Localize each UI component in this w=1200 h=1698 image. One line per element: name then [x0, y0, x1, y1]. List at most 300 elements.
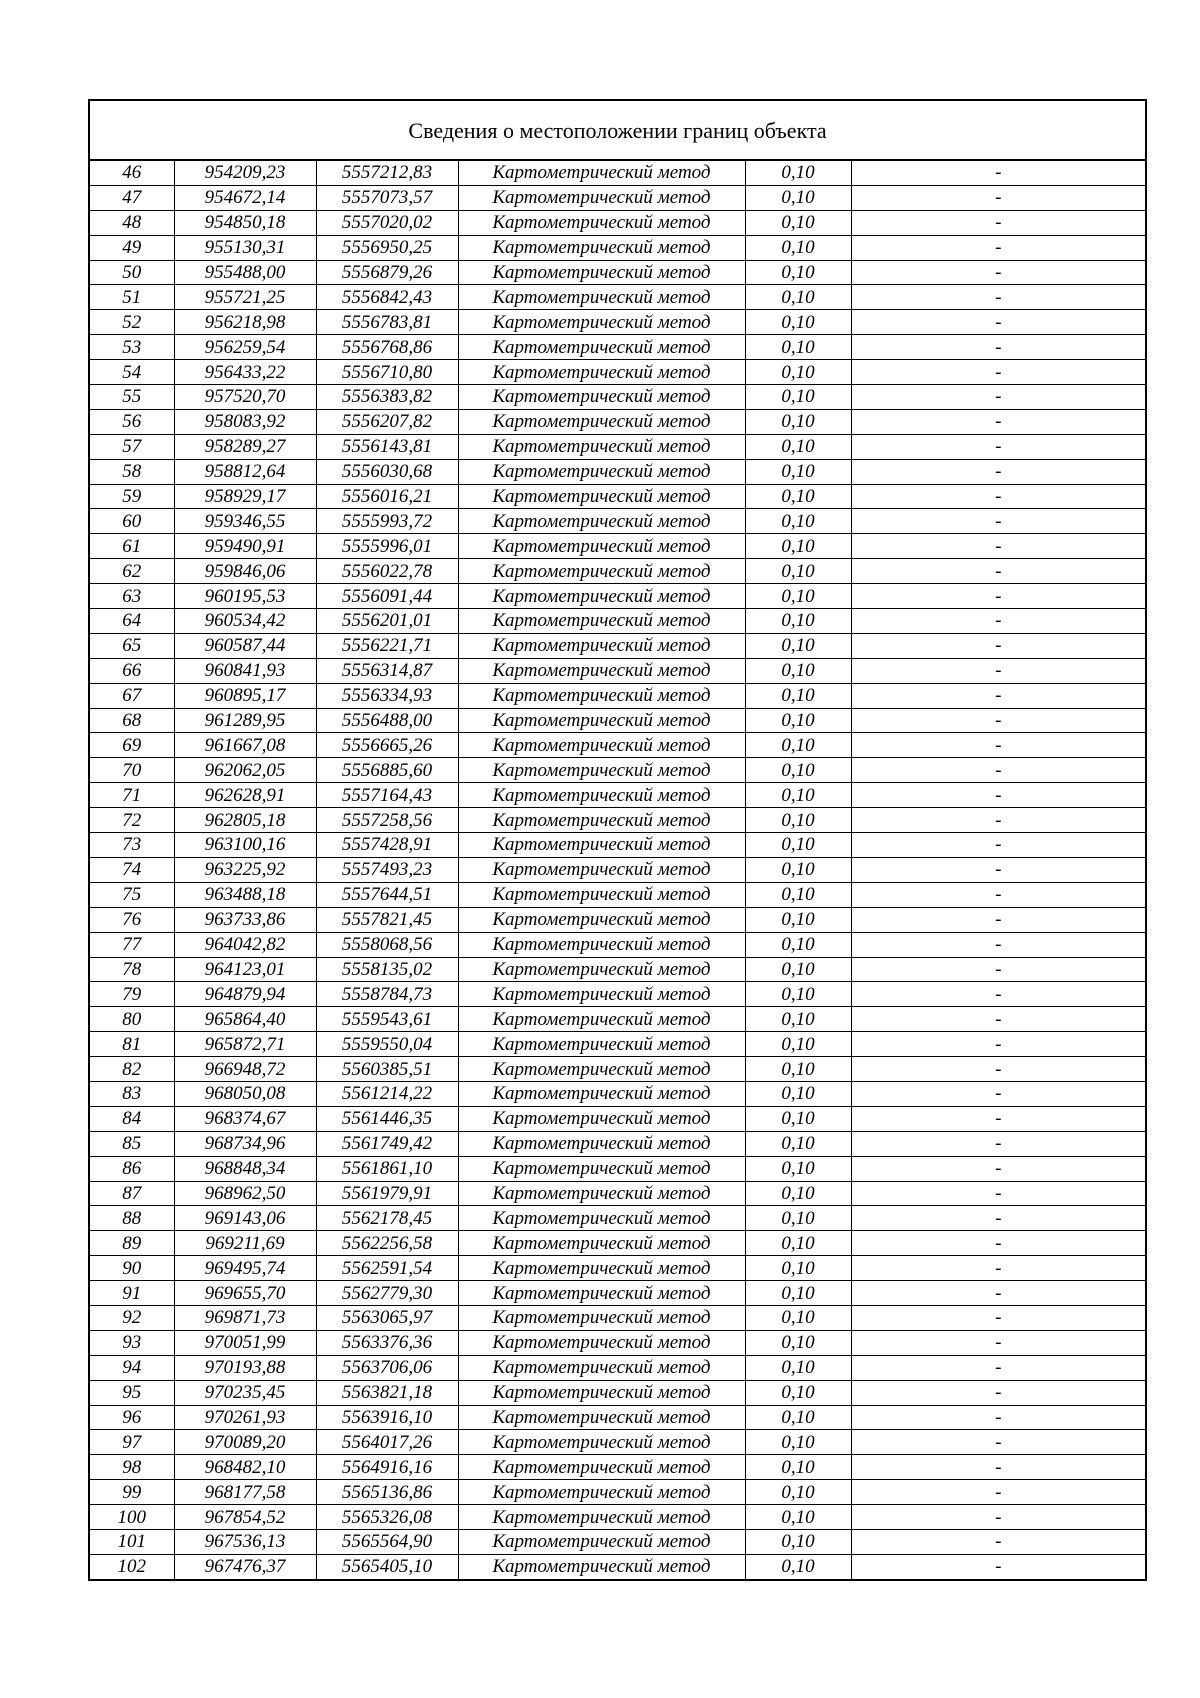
- description-cell: -: [851, 708, 1146, 733]
- precision-cell: 0,10: [745, 1281, 851, 1306]
- method-cell: Картометрический метод: [458, 185, 745, 210]
- description-cell: -: [851, 459, 1146, 484]
- y-coordinate-cell: 5557073,57: [316, 185, 458, 210]
- table-row: [89, 1156, 1146, 1181]
- table-row: [89, 1256, 1146, 1281]
- precision-cell: 0,10: [745, 932, 851, 957]
- x-coordinate-cell: 958929,17: [174, 484, 316, 509]
- table-row: [89, 1405, 1146, 1430]
- y-coordinate-cell: 5556201,01: [316, 609, 458, 634]
- point-number-cell: 91: [89, 1281, 174, 1306]
- description-cell: -: [851, 683, 1146, 708]
- table-row: [89, 1081, 1146, 1106]
- description-cell: -: [851, 1554, 1146, 1579]
- table-row: [89, 1305, 1146, 1330]
- description-cell: -: [851, 733, 1146, 758]
- y-coordinate-cell: 5558784,73: [316, 982, 458, 1007]
- x-coordinate-cell: 955721,25: [174, 285, 316, 310]
- point-number-cell: 90: [89, 1256, 174, 1281]
- x-coordinate-cell: 967536,13: [174, 1529, 316, 1554]
- y-coordinate-cell: 5562178,45: [316, 1206, 458, 1231]
- table-row: [89, 833, 1146, 858]
- method-cell: Картометрический метод: [458, 1455, 745, 1480]
- x-coordinate-cell: 960841,93: [174, 658, 316, 683]
- y-coordinate-cell: 5557821,45: [316, 907, 458, 932]
- point-number-cell: 83: [89, 1081, 174, 1106]
- x-coordinate-cell: 969211,69: [174, 1231, 316, 1256]
- x-coordinate-cell: 960195,53: [174, 584, 316, 609]
- description-cell: -: [851, 1181, 1146, 1206]
- table-row: [89, 1554, 1146, 1579]
- point-number-cell: 68: [89, 708, 174, 733]
- point-number-cell: 92: [89, 1305, 174, 1330]
- table-row: [89, 733, 1146, 758]
- table-row: [89, 1330, 1146, 1355]
- method-cell: Картометрический метод: [458, 1529, 745, 1554]
- method-cell: Картометрический метод: [458, 534, 745, 559]
- x-coordinate-cell: 963488,18: [174, 882, 316, 907]
- method-cell: Картометрический метод: [458, 235, 745, 260]
- precision-cell: 0,10: [745, 1181, 851, 1206]
- precision-cell: 0,10: [745, 509, 851, 534]
- point-number-cell: 58: [89, 459, 174, 484]
- method-cell: Картометрический метод: [458, 982, 745, 1007]
- x-coordinate-cell: 955130,31: [174, 235, 316, 260]
- x-coordinate-cell: 956433,22: [174, 360, 316, 385]
- method-cell: Картометрический метод: [458, 783, 745, 808]
- precision-cell: 0,10: [745, 1455, 851, 1480]
- precision-cell: 0,10: [745, 957, 851, 982]
- description-cell: -: [851, 1305, 1146, 1330]
- method-cell: Картометрический метод: [458, 733, 745, 758]
- y-coordinate-cell: 5556091,44: [316, 584, 458, 609]
- table-row: [89, 1430, 1146, 1455]
- precision-cell: 0,10: [745, 1256, 851, 1281]
- table-row: [89, 1206, 1146, 1231]
- x-coordinate-cell: 968962,50: [174, 1181, 316, 1206]
- table-row: [89, 409, 1146, 434]
- description-cell: -: [851, 633, 1146, 658]
- y-coordinate-cell: 5563376,36: [316, 1330, 458, 1355]
- y-coordinate-cell: 5556016,21: [316, 484, 458, 509]
- description-cell: -: [851, 1505, 1146, 1530]
- table-row: [89, 907, 1146, 932]
- method-cell: Картометрический метод: [458, 1156, 745, 1181]
- precision-cell: 0,10: [745, 210, 851, 235]
- y-coordinate-cell: 5557164,43: [316, 783, 458, 808]
- description-cell: -: [851, 385, 1146, 410]
- table-row: [89, 683, 1146, 708]
- table-row: [89, 857, 1146, 882]
- y-coordinate-cell: 5556022,78: [316, 559, 458, 584]
- x-coordinate-cell: 965864,40: [174, 1007, 316, 1032]
- table-row: [89, 658, 1146, 683]
- description-cell: -: [851, 1007, 1146, 1032]
- x-coordinate-cell: 963225,92: [174, 857, 316, 882]
- point-number-cell: 63: [89, 584, 174, 609]
- description-cell: -: [851, 434, 1146, 459]
- table-row: [89, 932, 1146, 957]
- precision-cell: 0,10: [745, 1480, 851, 1505]
- point-number-cell: 86: [89, 1156, 174, 1181]
- x-coordinate-cell: 966948,72: [174, 1057, 316, 1082]
- table-row: [89, 1380, 1146, 1405]
- y-coordinate-cell: 5565405,10: [316, 1554, 458, 1579]
- method-cell: Картометрический метод: [458, 758, 745, 783]
- x-coordinate-cell: 963100,16: [174, 833, 316, 858]
- y-coordinate-cell: 5565136,86: [316, 1480, 458, 1505]
- method-cell: Картометрический метод: [458, 808, 745, 833]
- precision-cell: 0,10: [745, 658, 851, 683]
- x-coordinate-cell: 968374,67: [174, 1106, 316, 1131]
- description-cell: -: [851, 783, 1146, 808]
- precision-cell: 0,10: [745, 783, 851, 808]
- table-row: [89, 160, 1146, 185]
- method-cell: Картометрический метод: [458, 1206, 745, 1231]
- table-row: [89, 210, 1146, 235]
- point-number-cell: 98: [89, 1455, 174, 1480]
- y-coordinate-cell: 5557212,83: [316, 160, 458, 185]
- point-number-cell: 88: [89, 1206, 174, 1231]
- point-number-cell: 82: [89, 1057, 174, 1082]
- precision-cell: 0,10: [745, 808, 851, 833]
- y-coordinate-cell: 5556879,26: [316, 260, 458, 285]
- y-coordinate-cell: 5563706,06: [316, 1355, 458, 1380]
- x-coordinate-cell: 959346,55: [174, 509, 316, 534]
- point-number-cell: 67: [89, 683, 174, 708]
- y-coordinate-cell: 5560385,51: [316, 1057, 458, 1082]
- method-cell: Картометрический метод: [458, 260, 745, 285]
- y-coordinate-cell: 5565564,90: [316, 1529, 458, 1554]
- description-cell: -: [851, 484, 1146, 509]
- point-number-cell: 64: [89, 609, 174, 634]
- precision-cell: 0,10: [745, 310, 851, 335]
- description-cell: -: [851, 409, 1146, 434]
- table-row: [89, 1455, 1146, 1480]
- precision-cell: 0,10: [745, 285, 851, 310]
- precision-cell: 0,10: [745, 1206, 851, 1231]
- method-cell: Картометрический метод: [458, 1007, 745, 1032]
- method-cell: Картометрический метод: [458, 833, 745, 858]
- x-coordinate-cell: 962805,18: [174, 808, 316, 833]
- point-number-cell: 99: [89, 1480, 174, 1505]
- x-coordinate-cell: 961289,95: [174, 708, 316, 733]
- y-coordinate-cell: 5561979,91: [316, 1181, 458, 1206]
- description-cell: -: [851, 210, 1146, 235]
- method-cell: Картометрический метод: [458, 409, 745, 434]
- y-coordinate-cell: 5561214,22: [316, 1081, 458, 1106]
- precision-cell: 0,10: [745, 1529, 851, 1554]
- x-coordinate-cell: 956259,54: [174, 335, 316, 360]
- point-number-cell: 53: [89, 335, 174, 360]
- description-cell: -: [851, 534, 1146, 559]
- y-coordinate-cell: 5559543,61: [316, 1007, 458, 1032]
- description-cell: -: [851, 285, 1146, 310]
- y-coordinate-cell: 5556783,81: [316, 310, 458, 335]
- y-coordinate-cell: 5556207,82: [316, 409, 458, 434]
- method-cell: Картометрический метод: [458, 335, 745, 360]
- method-cell: Картометрический метод: [458, 1305, 745, 1330]
- x-coordinate-cell: 957520,70: [174, 385, 316, 410]
- point-number-cell: 75: [89, 882, 174, 907]
- table-row: [89, 484, 1146, 509]
- y-coordinate-cell: 5556710,80: [316, 360, 458, 385]
- y-coordinate-cell: 5562256,58: [316, 1231, 458, 1256]
- table-title: Сведения о местоположении границ объекта: [89, 100, 1146, 160]
- y-coordinate-cell: 5556221,71: [316, 633, 458, 658]
- x-coordinate-cell: 968482,10: [174, 1455, 316, 1480]
- method-cell: Картометрический метод: [458, 857, 745, 882]
- x-coordinate-cell: 958812,64: [174, 459, 316, 484]
- method-cell: Картометрический метод: [458, 459, 745, 484]
- method-cell: Картометрический метод: [458, 385, 745, 410]
- description-cell: -: [851, 957, 1146, 982]
- method-cell: Картометрический метод: [458, 1405, 745, 1430]
- description-cell: -: [851, 235, 1146, 260]
- table-row: [89, 235, 1146, 260]
- description-cell: -: [851, 335, 1146, 360]
- point-number-cell: 54: [89, 360, 174, 385]
- table-row: [89, 310, 1146, 335]
- precision-cell: 0,10: [745, 833, 851, 858]
- table-row: [89, 1057, 1146, 1082]
- point-number-cell: 49: [89, 235, 174, 260]
- precision-cell: 0,10: [745, 1007, 851, 1032]
- point-number-cell: 95: [89, 1380, 174, 1405]
- table-row: [89, 360, 1146, 385]
- description-cell: -: [851, 932, 1146, 957]
- point-number-cell: 65: [89, 633, 174, 658]
- y-coordinate-cell: 5565326,08: [316, 1505, 458, 1530]
- method-cell: Картометрический метод: [458, 285, 745, 310]
- y-coordinate-cell: 5561446,35: [316, 1106, 458, 1131]
- x-coordinate-cell: 965872,71: [174, 1032, 316, 1057]
- y-coordinate-cell: 5556950,25: [316, 235, 458, 260]
- point-number-cell: 76: [89, 907, 174, 932]
- point-number-cell: 55: [89, 385, 174, 410]
- point-number-cell: 93: [89, 1330, 174, 1355]
- x-coordinate-cell: 960534,42: [174, 609, 316, 634]
- x-coordinate-cell: 968848,34: [174, 1156, 316, 1181]
- method-cell: Картометрический метод: [458, 1256, 745, 1281]
- y-coordinate-cell: 5561861,10: [316, 1156, 458, 1181]
- precision-cell: 0,10: [745, 534, 851, 559]
- method-cell: Картометрический метод: [458, 683, 745, 708]
- method-cell: Картометрический метод: [458, 708, 745, 733]
- boundary-coordinates-table: [88, 99, 1147, 1581]
- description-cell: -: [851, 857, 1146, 882]
- description-cell: -: [851, 1281, 1146, 1306]
- method-cell: Картометрический метод: [458, 658, 745, 683]
- y-coordinate-cell: 5556768,86: [316, 335, 458, 360]
- description-cell: -: [851, 907, 1146, 932]
- x-coordinate-cell: 960895,17: [174, 683, 316, 708]
- table-row: [89, 1106, 1146, 1131]
- point-number-cell: 72: [89, 808, 174, 833]
- x-coordinate-cell: 967854,52: [174, 1505, 316, 1530]
- x-coordinate-cell: 968050,08: [174, 1081, 316, 1106]
- precision-cell: 0,10: [745, 1106, 851, 1131]
- description-cell: -: [851, 1480, 1146, 1505]
- precision-cell: 0,10: [745, 683, 851, 708]
- method-cell: Картометрический метод: [458, 1380, 745, 1405]
- method-cell: Картометрический метод: [458, 932, 745, 957]
- x-coordinate-cell: 959846,06: [174, 559, 316, 584]
- description-cell: -: [851, 1330, 1146, 1355]
- description-cell: -: [851, 882, 1146, 907]
- y-coordinate-cell: 5555993,72: [316, 509, 458, 534]
- table-row: [89, 1505, 1146, 1530]
- method-cell: Картометрический метод: [458, 1330, 745, 1355]
- y-coordinate-cell: 5557020,02: [316, 210, 458, 235]
- method-cell: Картометрический метод: [458, 310, 745, 335]
- y-coordinate-cell: 5556885,60: [316, 758, 458, 783]
- description-cell: -: [851, 1032, 1146, 1057]
- x-coordinate-cell: 970051,99: [174, 1330, 316, 1355]
- description-cell: -: [851, 559, 1146, 584]
- description-cell: -: [851, 360, 1146, 385]
- x-coordinate-cell: 963733,86: [174, 907, 316, 932]
- description-cell: -: [851, 1455, 1146, 1480]
- table-row: [89, 1281, 1146, 1306]
- point-number-cell: 101: [89, 1529, 174, 1554]
- method-cell: Картометрический метод: [458, 584, 745, 609]
- method-cell: Картометрический метод: [458, 1181, 745, 1206]
- y-coordinate-cell: 5559550,04: [316, 1032, 458, 1057]
- title-row: [89, 100, 1146, 160]
- point-number-cell: 85: [89, 1131, 174, 1156]
- point-number-cell: 100: [89, 1505, 174, 1530]
- method-cell: Картометрический метод: [458, 633, 745, 658]
- method-cell: Картометрический метод: [458, 434, 745, 459]
- description-cell: -: [851, 185, 1146, 210]
- description-cell: -: [851, 808, 1146, 833]
- x-coordinate-cell: 956218,98: [174, 310, 316, 335]
- precision-cell: 0,10: [745, 484, 851, 509]
- table-row: [89, 633, 1146, 658]
- x-coordinate-cell: 958289,27: [174, 434, 316, 459]
- precision-cell: 0,10: [745, 1405, 851, 1430]
- precision-cell: 0,10: [745, 335, 851, 360]
- description-cell: -: [851, 982, 1146, 1007]
- method-cell: Картометрический метод: [458, 484, 745, 509]
- precision-cell: 0,10: [745, 1330, 851, 1355]
- x-coordinate-cell: 961667,08: [174, 733, 316, 758]
- method-cell: Картометрический метод: [458, 1057, 745, 1082]
- description-cell: -: [851, 658, 1146, 683]
- table-row: [89, 584, 1146, 609]
- x-coordinate-cell: 960587,44: [174, 633, 316, 658]
- table-row: [89, 1231, 1146, 1256]
- y-coordinate-cell: 5556488,00: [316, 708, 458, 733]
- x-coordinate-cell: 970193,88: [174, 1355, 316, 1380]
- method-cell: Картометрический метод: [458, 1430, 745, 1455]
- point-number-cell: 56: [89, 409, 174, 434]
- description-cell: -: [851, 1081, 1146, 1106]
- method-cell: Картометрический метод: [458, 1106, 745, 1131]
- table-row: [89, 957, 1146, 982]
- description-cell: -: [851, 509, 1146, 534]
- method-cell: Картометрический метод: [458, 907, 745, 932]
- point-number-cell: 70: [89, 758, 174, 783]
- description-cell: -: [851, 1057, 1146, 1082]
- precision-cell: 0,10: [745, 1156, 851, 1181]
- point-number-cell: 87: [89, 1181, 174, 1206]
- point-number-cell: 73: [89, 833, 174, 858]
- x-coordinate-cell: 969871,73: [174, 1305, 316, 1330]
- point-number-cell: 81: [89, 1032, 174, 1057]
- method-cell: Картометрический метод: [458, 559, 745, 584]
- table-row: [89, 534, 1146, 559]
- precision-cell: 0,10: [745, 1081, 851, 1106]
- description-cell: -: [851, 1430, 1146, 1455]
- y-coordinate-cell: 5556030,68: [316, 459, 458, 484]
- x-coordinate-cell: 969143,06: [174, 1206, 316, 1231]
- point-number-cell: 80: [89, 1007, 174, 1032]
- table-row: [89, 1181, 1146, 1206]
- precision-cell: 0,10: [745, 260, 851, 285]
- point-number-cell: 57: [89, 434, 174, 459]
- y-coordinate-cell: 5557644,51: [316, 882, 458, 907]
- y-coordinate-cell: 5564017,26: [316, 1430, 458, 1455]
- precision-cell: 0,10: [745, 857, 851, 882]
- point-number-cell: 46: [89, 160, 174, 185]
- table-row: [89, 708, 1146, 733]
- method-cell: Картометрический метод: [458, 1480, 745, 1505]
- precision-cell: 0,10: [745, 1505, 851, 1530]
- point-number-cell: 59: [89, 484, 174, 509]
- y-coordinate-cell: 5561749,42: [316, 1131, 458, 1156]
- description-cell: -: [851, 1131, 1146, 1156]
- table-row: [89, 260, 1146, 285]
- x-coordinate-cell: 969495,74: [174, 1256, 316, 1281]
- table-row: [89, 1131, 1146, 1156]
- precision-cell: 0,10: [745, 1305, 851, 1330]
- precision-cell: 0,10: [745, 1355, 851, 1380]
- x-coordinate-cell: 970261,93: [174, 1405, 316, 1430]
- x-coordinate-cell: 954850,18: [174, 210, 316, 235]
- table-body: [89, 100, 1146, 1580]
- method-cell: Картометрический метод: [458, 1231, 745, 1256]
- precision-cell: 0,10: [745, 1430, 851, 1455]
- method-cell: Картометрический метод: [458, 210, 745, 235]
- x-coordinate-cell: 969655,70: [174, 1281, 316, 1306]
- y-coordinate-cell: 5556383,82: [316, 385, 458, 410]
- point-number-cell: 50: [89, 260, 174, 285]
- point-number-cell: 66: [89, 658, 174, 683]
- x-coordinate-cell: 964879,94: [174, 982, 316, 1007]
- table-row: [89, 1480, 1146, 1505]
- description-cell: -: [851, 833, 1146, 858]
- precision-cell: 0,10: [745, 633, 851, 658]
- point-number-cell: 78: [89, 957, 174, 982]
- precision-cell: 0,10: [745, 1032, 851, 1057]
- point-number-cell: 77: [89, 932, 174, 957]
- method-cell: Картометрический метод: [458, 1081, 745, 1106]
- point-number-cell: 62: [89, 559, 174, 584]
- method-cell: Картометрический метод: [458, 609, 745, 634]
- point-number-cell: 71: [89, 783, 174, 808]
- precision-cell: 0,10: [745, 584, 851, 609]
- table-row: [89, 882, 1146, 907]
- x-coordinate-cell: 962628,91: [174, 783, 316, 808]
- table-row: [89, 335, 1146, 360]
- description-cell: -: [851, 310, 1146, 335]
- y-coordinate-cell: 5558068,56: [316, 932, 458, 957]
- method-cell: Картометрический метод: [458, 882, 745, 907]
- description-cell: -: [851, 1405, 1146, 1430]
- x-coordinate-cell: 968177,58: [174, 1480, 316, 1505]
